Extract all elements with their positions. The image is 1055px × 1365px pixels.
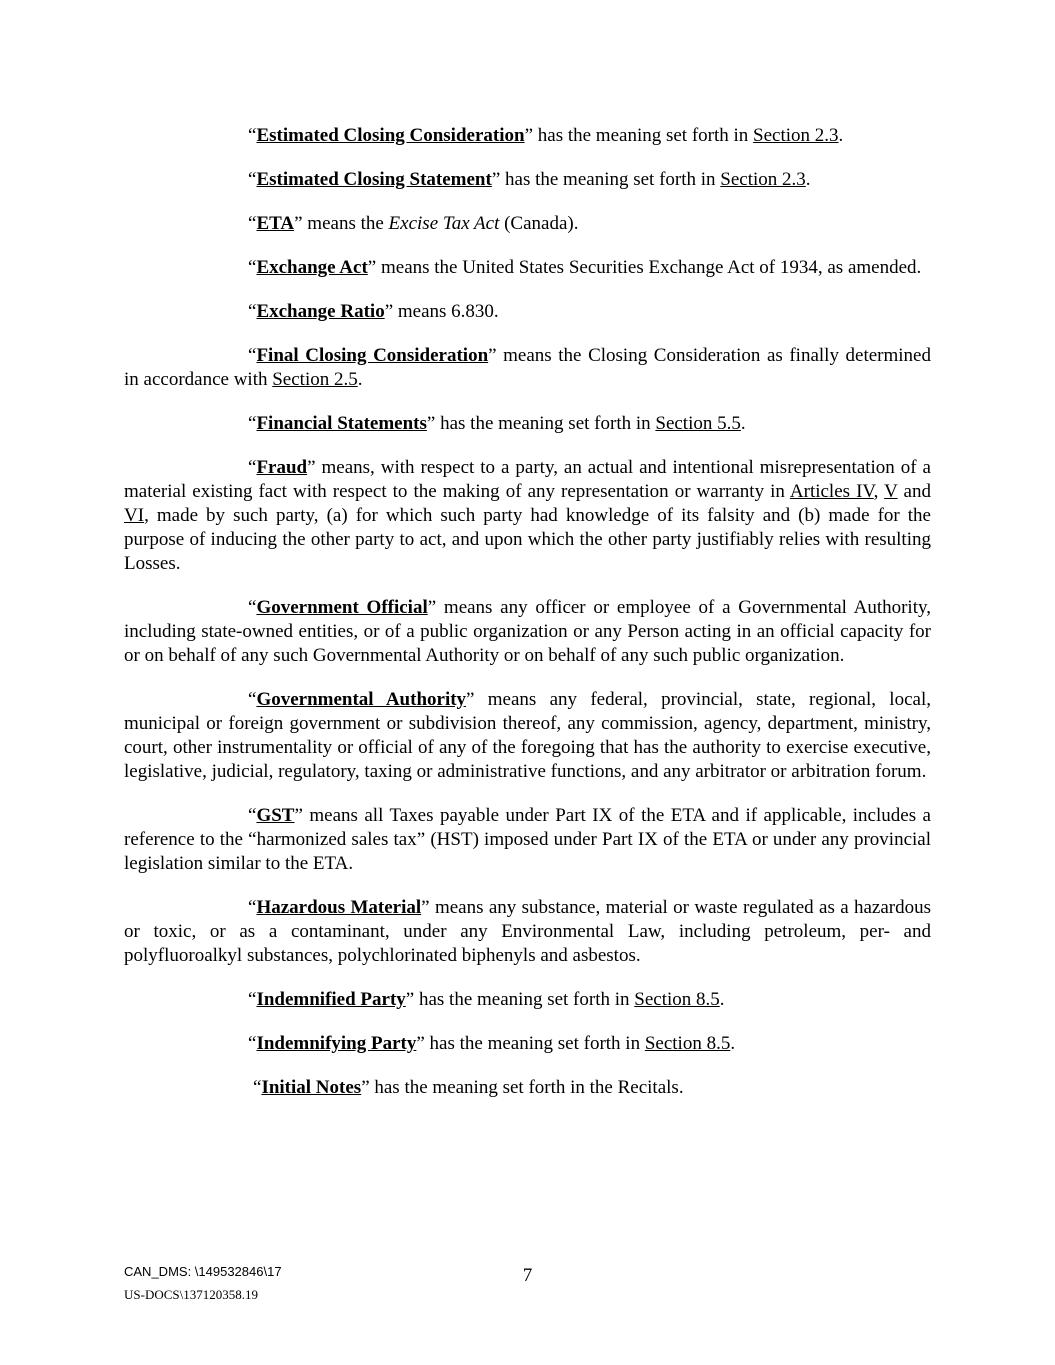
- defined-term: Initial Notes: [261, 1077, 362, 1098]
- footer-doc-id-can: CAN_DMS: \149532846\17: [124, 1264, 282, 1279]
- footer-doc-id-us: US-DOCS\137120358.19: [124, 1287, 258, 1302]
- definition-estimated-closing-statement: “Estimated Closing Statement” has the meaning set forth in Section 2.3.: [248, 169, 811, 190]
- section-reference[interactable]: Section 2.3: [753, 125, 839, 146]
- definition-eta: “ETA” means the Excise Tax Act (Canada).: [248, 213, 579, 234]
- defined-term: Fraud: [256, 457, 308, 478]
- defined-term: Government Official: [256, 597, 428, 618]
- definition-fraud: “Fraud” means, with respect to a party, an actual and intentional misrepresentation of a material existing fact with respect to the making of any representation or warranty in Articles IV, V and VI, made by such party, (a) for which such party had knowledge of its falsity and (b) made for the purpose of inducing the other party to act, and upon which the other party justifiably relies with resulting Losses.: [124, 457, 931, 574]
- article-reference[interactable]: V: [884, 481, 898, 502]
- defined-term: Indemnifying Party: [256, 1033, 417, 1054]
- defined-term: Final Closing Consideration: [256, 345, 489, 366]
- definition-estimated-closing-consideration: “Estimated Closing Consideration” has the meaning set forth in Section 2.3.: [248, 125, 844, 146]
- section-reference[interactable]: Section 2.5: [272, 369, 358, 390]
- definition-indemnifying-party: “Indemnifying Party” has the meaning set forth in Section 8.5.: [248, 1033, 736, 1054]
- definition-financial-statements: “Financial Statements” has the meaning set forth in Section 5.5.: [248, 413, 746, 434]
- definition-gst: “GST” means all Taxes payable under Part IX of the ETA and if applicable, includes a reference to the “harmonized sales tax” (HST) imposed under Part IX of the ETA or under any provincial legislation similar to the ETA.: [124, 805, 931, 874]
- section-reference[interactable]: Section 8.5: [644, 1033, 731, 1054]
- section-reference[interactable]: Section 2.3: [720, 169, 806, 190]
- definition-exchange-act: “Exchange Act” means the United States Securities Exchange Act of 1934, as amended.: [248, 257, 922, 278]
- definition-indemnified-party: “Indemnified Party” has the meaning set forth in Section 8.5.: [248, 989, 725, 1010]
- defined-term: GST: [256, 805, 295, 826]
- defined-term: Estimated Closing Statement: [256, 169, 492, 190]
- definition-initial-notes: “Initial Notes” has the meaning set forth in the Recitals.: [253, 1077, 684, 1098]
- article-reference[interactable]: VI: [124, 505, 145, 526]
- defined-term: ETA: [256, 213, 295, 234]
- defined-term: Financial Statements: [256, 413, 427, 434]
- definition-government-official: “Government Official” means any officer or employee of a Governmental Authority, including state-owned entities, or of a public organization or any Person acting in an official capacity for or on behalf of any such Governmental Authority or on behalf of any such public organization.: [124, 597, 932, 666]
- defined-term: Exchange Act: [256, 257, 368, 278]
- defined-term: Indemnified Party: [256, 989, 406, 1010]
- defined-term: Governmental Authority: [256, 689, 467, 710]
- defined-term: Exchange Ratio: [256, 301, 385, 322]
- defined-term: Hazardous Material: [256, 897, 422, 918]
- section-reference[interactable]: Section 5.5: [655, 413, 741, 434]
- definitions-list: [124, 124, 931, 1120]
- defined-term: Estimated Closing Consideration: [256, 125, 525, 146]
- page-number: 7: [522, 1265, 533, 1286]
- definition-hazardous-material: “Hazardous Material” means any substance, material or waste regulated as a hazardous or toxic, or as a contaminant, under any Environmental Law, including petroleum, per- and polyfluoroalkyl substances, polychlorinated biphenyls and asbestos.: [124, 897, 931, 966]
- article-reference[interactable]: Articles IV: [789, 481, 874, 502]
- definition-governmental-authority: “Governmental Authority” means any federal, provincial, state, regional, local, municipal or foreign government or subdivision thereof, any commission, agency, department, ministry, court, other instrumentality or official of any of the foregoing that has the authority to exercise executive, legislative, judicial, regulatory, taxing or administrative functions, and any arbitrator or arbitration forum.: [124, 689, 931, 782]
- section-reference[interactable]: Section 8.5: [634, 989, 720, 1010]
- definition-final-closing-consideration: “Final Closing Consideration” means the Closing Consideration as finally determined in accordance with Section 2.5.: [124, 345, 931, 390]
- definition-exchange-ratio: “Exchange Ratio” means 6.830.: [248, 301, 499, 322]
- statute-title: Excise Tax Act: [388, 213, 500, 234]
